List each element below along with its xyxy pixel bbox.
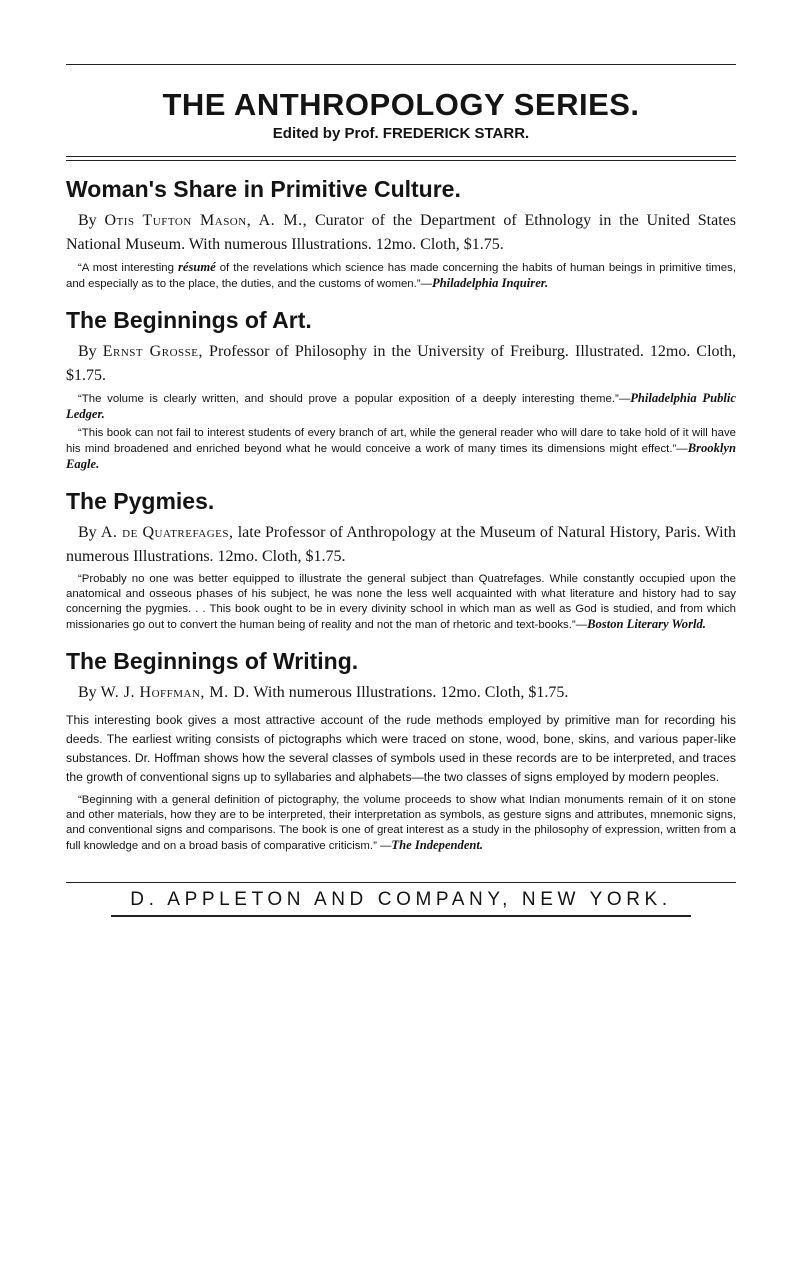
- book-description: This interesting book gives a most attractive account of the rude methods employed by primitive man for recording his deeds. The earliest writing consists of pictographs which were traced on stone, wood, bone, skins, and various paper-like substances. Dr. Hoffman shows how the several classes of symbols used in these records are to be interpreted, and traces the growth of conventional signs up to syllabaries and alphabets—the two classes of signs employed by modern peoples.: [66, 713, 736, 784]
- book-review: [66, 572, 736, 633]
- book-review: [66, 426, 736, 473]
- book-review: [66, 793, 736, 854]
- book-review: [66, 260, 736, 292]
- byline-prefix: By: [78, 684, 101, 701]
- book-review: [66, 391, 736, 423]
- review-text: “Probably no one was better equipped to illustrate the general subject than Quatrefages. While constantly occupied upon the anatomical and osseous phases of his subject, he was none the less well acquainted with what literature and history had to say concerning the pygmies. . . This book ought to be in every divinity school in which man as well as God is studied, and from which missionaries go out to convert the human being of reality and not the man of rhetoric and text-books.”—: [66, 573, 736, 631]
- review-source: Boston Literary World.: [587, 617, 706, 631]
- book-author: Otis Tufton Mason, A. M.,: [104, 212, 308, 229]
- book-details: late Professor of Anthropology at the Museum of Natural History, Paris. With numerous Illustrations. 12mo. Cloth, $1.75.: [66, 524, 737, 565]
- review-emphasis: résumé: [177, 260, 216, 274]
- advertisement-page: [66, 64, 736, 917]
- review-source: The Independent.: [391, 838, 484, 852]
- book-details: With numerous Illustrations. 12mo. Cloth, $1.75.: [249, 684, 569, 701]
- book-author: A. de Quatrefages,: [100, 524, 234, 541]
- series-title: THE ANTHROPOLOGY SERIES.: [162, 87, 640, 122]
- review-source: Philadelphia Inquirer.: [431, 276, 549, 290]
- review-text: of the revelations which science has made concerning the habits of human beings in primitive times, and especially as to the place, the duties, and the customs of women.”—: [66, 262, 736, 290]
- editor-line: Edited by Prof. FREDERICK STARR.: [272, 125, 530, 142]
- book-author: Ernst Grosse,: [102, 343, 203, 360]
- book-byline: [66, 209, 736, 257]
- book-entry: [66, 487, 736, 633]
- review-text: “A most interesting: [78, 262, 178, 274]
- book-entry: [66, 306, 736, 473]
- book-details: Curator of the Department of Ethnology in the United States National Museum. With numerous Illustrations. 12mo. Cloth, $1.75.: [66, 212, 736, 253]
- book-entry: [66, 175, 736, 292]
- bottom-rule: [111, 915, 691, 917]
- byline-prefix: By: [78, 524, 101, 541]
- book-title: The Beginnings of Writing.: [66, 648, 359, 674]
- book-entry: [66, 647, 736, 854]
- book-title: The Pygmies.: [66, 488, 215, 514]
- review-text: “This book can not fail to interest students of every branch of art, while the general reader who will dare to take hold of it will have his mind broadened and enriched beyond what he would conceive a work of many times its dimensions might effect.”—: [66, 427, 736, 455]
- byline-prefix: By: [78, 212, 105, 229]
- header-double-rule: [66, 156, 736, 161]
- book-byline: [66, 521, 736, 569]
- review-source: Philadelphia Public Ledger.: [66, 391, 736, 421]
- footer-rule: [66, 882, 736, 883]
- review-text: “Beginning with a general definition of pictography, the volume proceeds to show what Indian monuments remain of it on stone and other materials, how they are to be interpreted, their interpretation as symbols, as gesture signs and attributes, mnemonic signs, and conventional signs and comparisons. The book is one of great interest as a study in the philosophy of expression, written from a full knowledge and on a broad basis of comparative criticism.” —: [66, 794, 736, 852]
- byline-prefix: By: [78, 343, 103, 360]
- book-title: The Beginnings of Art.: [66, 307, 312, 333]
- top-rule: [66, 64, 736, 65]
- publisher-imprint: D. APPLETON AND COMPANY, NEW YORK.: [130, 889, 672, 910]
- book-author: W. J. Hoffman, M. D.: [100, 684, 250, 701]
- review-text: “The volume is clearly written, and should prove a popular exposition of a deeply interesting theme.”—: [78, 393, 631, 405]
- book-title: Woman's Share in Primitive Culture.: [66, 176, 461, 202]
- book-byline: [66, 681, 736, 705]
- book-details: Professor of Philosophy in the University of Freiburg. Illustrated. 12mo. Cloth, $1.75.: [66, 343, 736, 384]
- review-source: Brooklyn Eagle.: [66, 441, 736, 471]
- book-byline: [66, 340, 736, 388]
